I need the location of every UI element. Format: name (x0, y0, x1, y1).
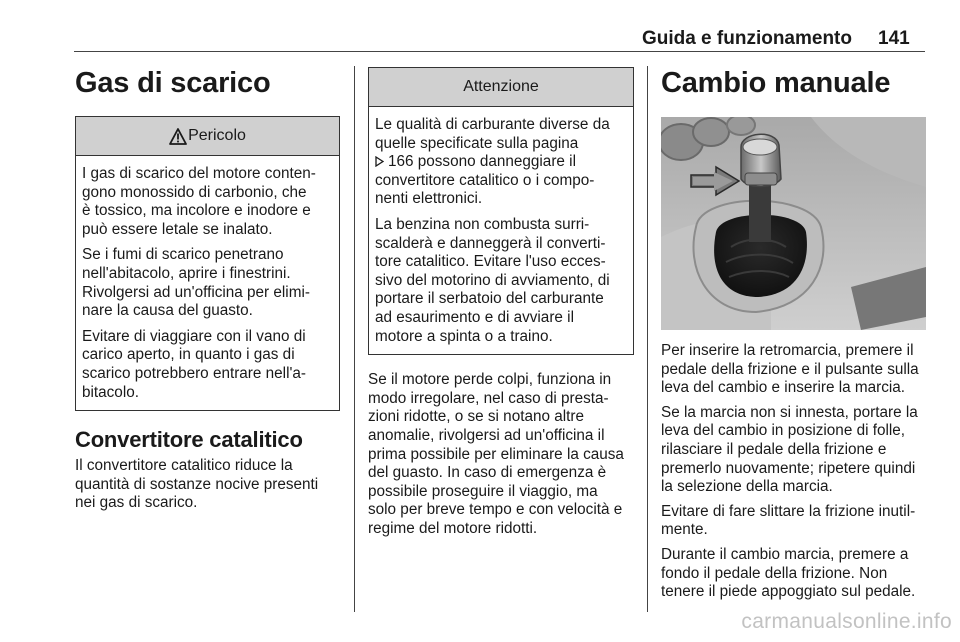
attention-paragraph: La benzina non combusta surri- scalderà e danneggerà il converti- tore catalitico. Evitare l'uso ecces- sivo del motorino di avviamento, di portare il serbatoio del carburante ad esaurimento e di avviare il motore a spinta o a traino. (375, 215, 610, 345)
danger-box (75, 116, 340, 411)
page-number: 141 (878, 28, 910, 49)
danger-box-header (76, 117, 339, 156)
body-paragraph: Durante il cambio marcia, premere a fondo il pedale della frizione. Non tenere il piede appoggiato sul pedale. (661, 545, 916, 601)
heading-convertitore-catalitico: Convertitore catalitico (75, 427, 303, 453)
body-paragraph: Per inserire la retromarcia, premere il pedale della frizione e il pulsante sulla leva del cambio e inserire la marcia. (661, 342, 919, 397)
body-paragraph: Il convertitore catalitico riduce la quantità di sostanze nocive presenti nei gas di scarico. (75, 457, 319, 512)
attention-box-header (369, 68, 633, 107)
attention-text: 166 possono danneggiare il convertitore catalitico o i compo- nenti elettronici. (375, 153, 595, 208)
column-divider-right (647, 66, 648, 612)
attention-text: Le qualità di carburante diverse da quelle specificate sulla pagina (375, 116, 610, 152)
body-paragraph: Se il motore perde colpi, funziona in modo irregolare, nel caso di presta- zioni ridotte, o se si notano altre anomalie, rivolgersi ad un'officina il prima possibile per eliminare la causa del guasto. In caso di emergenza è possibile proseguire il viaggio, ma solo per breve tempo e con velocità e regime del motore ridotti. (368, 371, 624, 537)
heading-gas-di-scarico: Gas di scarico (75, 67, 271, 99)
warning-triangle-icon (169, 128, 187, 145)
middle-column (368, 67, 634, 538)
cambio-manuale-text (661, 342, 926, 602)
attention-paragraph (375, 116, 627, 209)
danger-box-title: Pericolo (188, 127, 246, 144)
column-divider-left (354, 66, 355, 612)
body-paragraph: Se la marcia non si innesta, portare la leva del cambio in posizione di folle, rilasciare il pedale della frizione e premerlo nuovamente; ripetere quindi la selezione della marcia. (661, 403, 918, 496)
heading-cambio-manuale: Cambio manuale (661, 67, 891, 99)
danger-paragraph: Se i fumi di scarico penetrano nell'abitacolo, aprire i finestrini. Rivolgersi ad un'officina per elimi- nare la causa del guasto. (82, 246, 310, 320)
attention-box-title: Attenzione (463, 78, 539, 95)
danger-paragraph: I gas di scarico del motore conten- gono monossido di carbonio, che è tossico, ma incolore e inodore e può essere letale se inalato. (82, 165, 316, 238)
attention-box (368, 67, 634, 355)
section-title: Guida e funzionamento (641, 28, 852, 49)
right-column (661, 60, 926, 602)
gear-shift-lever-photo (661, 117, 926, 330)
left-column (75, 60, 340, 513)
page-reference-arrow-icon[interactable] (375, 156, 384, 167)
body-paragraph: Evitare di fare slittare la frizione inutil- mente. (661, 502, 916, 539)
danger-box-body (76, 156, 339, 410)
danger-paragraph: Evitare di viaggiare con il vano di carico aperto, in quanto i gas di scarico potrebbero entrare nell'a- bitacolo. (82, 327, 306, 401)
watermark: carmanualsonline.info (741, 610, 952, 633)
header-divider (74, 51, 925, 52)
attention-box-body (369, 107, 633, 354)
